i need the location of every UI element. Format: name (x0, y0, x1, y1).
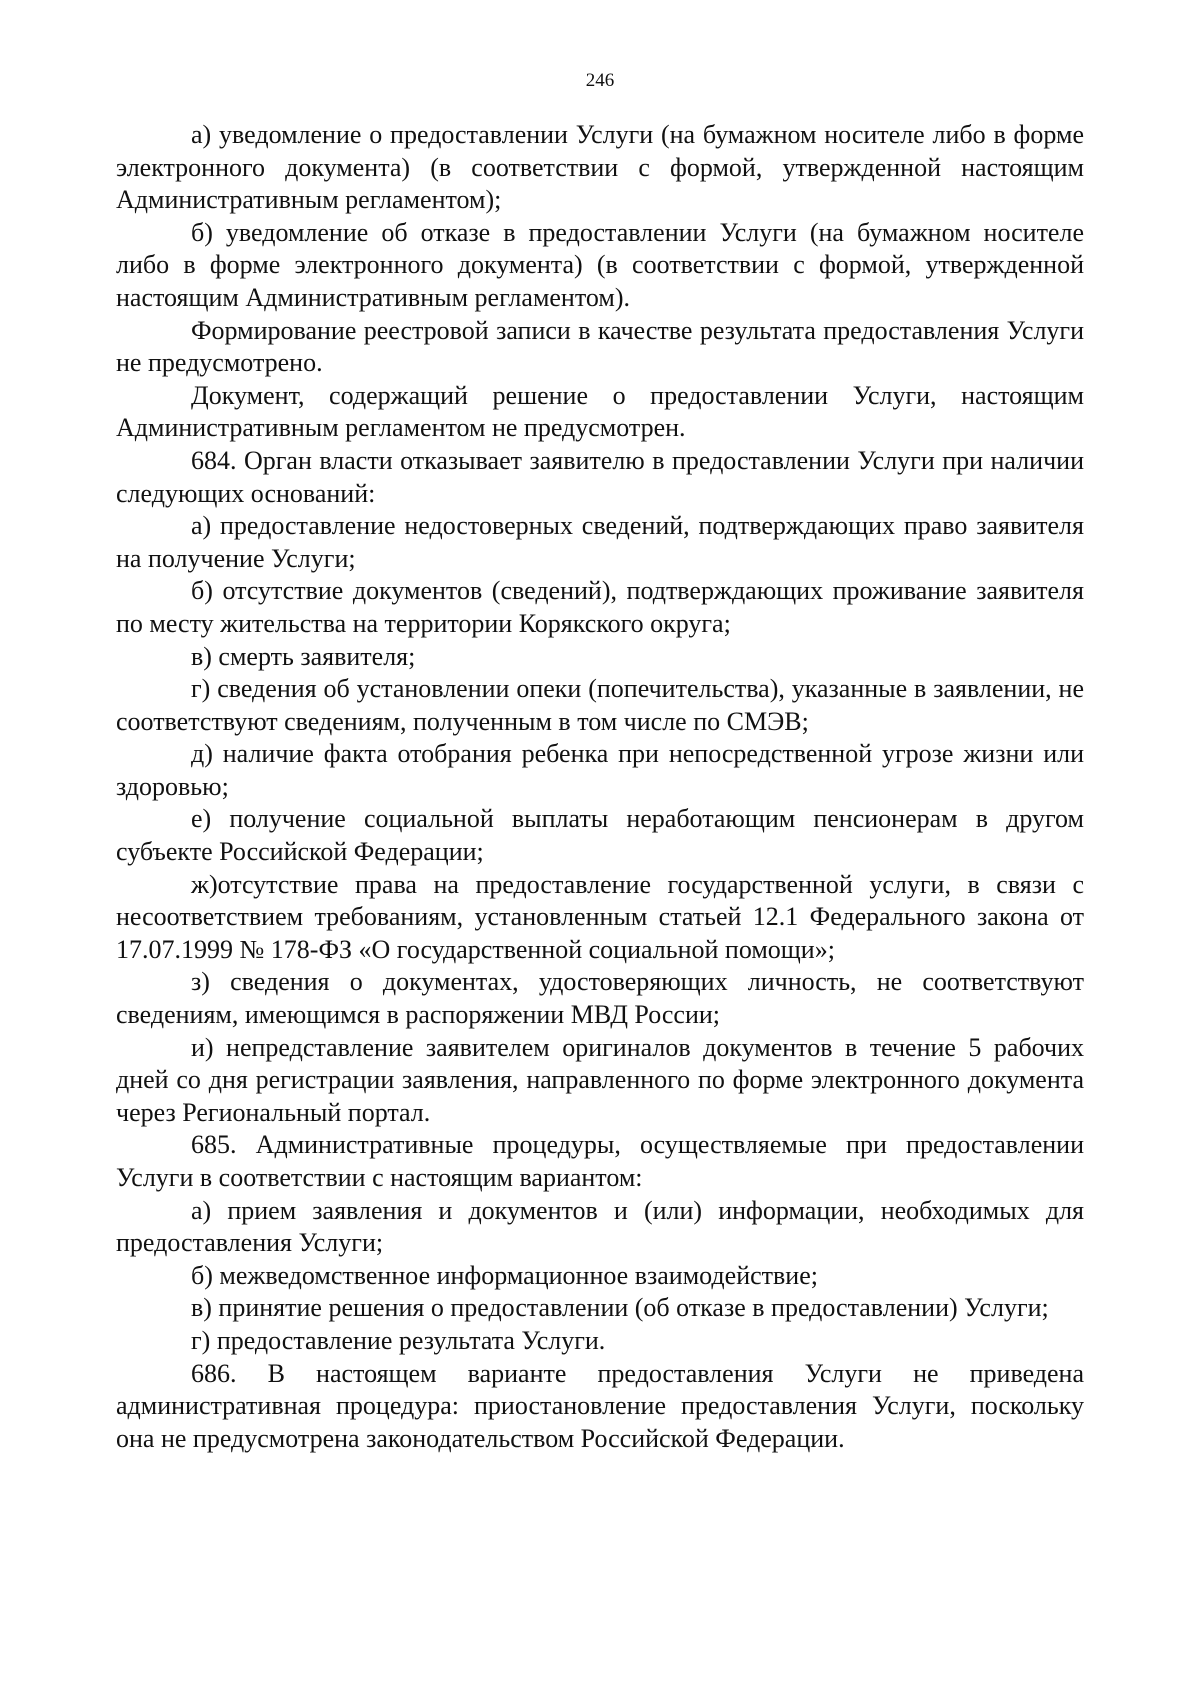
paragraph: 684. Орган власти отказывает заявителю в предоставлении Услуги при наличии следующих оснований: (116, 445, 1084, 508)
paragraph: 685. Административные процедуры, осуществляемые при предоставлении Услуги в соответствии с настоящим вариантом: (116, 1130, 1084, 1192)
paragraph: е) получение социальной выплаты неработающим пенсионерам в другом субъекте Российской Федерации; (116, 804, 1084, 867)
paragraph: д) наличие факта отобрания ребенка при непосредственной угрозе жизни или здоровью; (116, 739, 1084, 801)
paragraph: г) сведения об установлении опеки (попечительства), указанные в заявлении, не соответствуют сведениям, полученным в том числе по СМЭВ; (116, 674, 1084, 736)
paragraph: в) смерть заявителя; (191, 641, 416, 671)
paragraph: б) уведомление об отказе в предоставлении Услуги (на бумажном носителе либо в форме электронного документа) (в соответствии с формой, утвержденной настоящим Административным регламентом). (116, 217, 1084, 312)
paragraph: а) уведомление о предоставлении Услуги (на бумажном носителе либо в форме электронного документа) (в соответствии с формой, утвержденной настоящим Административным регламентом); (116, 120, 1084, 215)
paragraph: в) принятие решения о предоставлении (об отказе в предоставлении) Услуги; (191, 1293, 1049, 1323)
paragraph: Формирование реестровой записи в качестве результата предоставления Услуги не предусмотрено. (116, 315, 1084, 378)
paragraph: ж)отсутствие права на предоставление государственной услуги, в связи с несоответствием требованиям, установленным статьей 12.1 Федерального закона от 17.07.1999 № 178-ФЗ «О государственной социальной помощи»; (116, 869, 1084, 964)
paragraph: б) межведомственное информационное взаимодействие; (191, 1260, 818, 1290)
paragraph: з) сведения о документах, удостоверяющих личность, не соответствуют сведениям, имеющимся в распоряжении МВД России; (116, 967, 1084, 1030)
paragraph: а) предоставление недостоверных сведений, подтверждающих право заявителя на получение Услуги; (116, 511, 1084, 573)
paragraph: 686. В настоящем варианте предоставления Услуги не приведена административная процедура: приостановление предоставления Услуги, поскольку она не предусмотрена законодательством Российской Федерации. (116, 1358, 1084, 1453)
paragraph: б) отсутствие документов (сведений), подтверждающих проживание заявителя по месту жительства на территории Корякского округа; (116, 576, 1084, 638)
paragraph: а) прием заявления и документов и (или) информации, необходимых для предоставления Услуги; (116, 1195, 1084, 1258)
paragraph: Документ, содержащий решение о предоставлении Услуги, настоящим Административным регламентом не предусмотрен. (116, 380, 1084, 443)
paragraph: и) непредставление заявителем оригиналов документов в течение 5 рабочих дней со дня регистрации заявления, направленного по форме электронного документа через Региональный портал. (116, 1032, 1084, 1127)
document-body (116, 119, 1084, 1455)
page-number: 246 (585, 70, 615, 91)
paragraph: г) предоставление результата Услуги. (191, 1325, 606, 1355)
